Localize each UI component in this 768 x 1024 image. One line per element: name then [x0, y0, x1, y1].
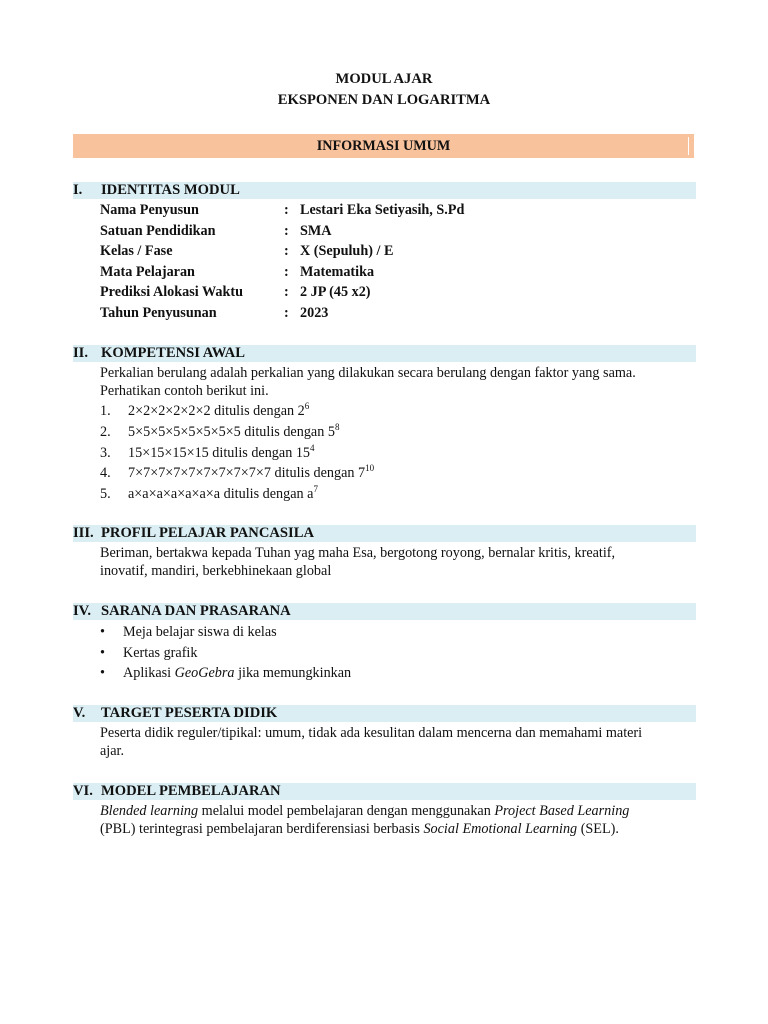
section-title: PROFIL PELAJAR PANCASILA [101, 525, 314, 541]
row-value: 2023 [300, 305, 329, 321]
exponent: 10 [365, 463, 375, 473]
section-number: I. [73, 182, 83, 198]
section-sarana-header [73, 603, 696, 620]
row-label: Nama Penyusun [100, 202, 199, 218]
info-umum-banner: INFORMASI UMUM [73, 134, 694, 158]
target-paragraph: Peserta didik reguler/tipikal: umum, tidak ada kesulitan dalam mencerna dan memahami materi ajar. [100, 725, 643, 759]
bullet: • [100, 624, 105, 640]
section-model-header [73, 783, 696, 800]
exponent: 7 [313, 484, 318, 494]
exponent: 8 [334, 422, 340, 432]
bullet: • [100, 645, 105, 661]
row-value: Matematika [300, 264, 375, 280]
row-value: 2 JP (45 x2) [300, 284, 371, 300]
row-label: Tahun Penyusunan [100, 305, 217, 321]
row-label: Prediksi Alokasi Waktu [100, 284, 243, 300]
section-kompetensi-header [73, 345, 696, 362]
profil-paragraph: Beriman, bertakwa kepada Tuhan yag maha Esa, bergotong royong, bernalar kritis, kreatif, inovatif, mandiri, berkebhinekaan global [100, 545, 616, 579]
section-target-header [73, 705, 696, 722]
section-title: KOMPETENSI AWAL [101, 345, 245, 361]
section-number: V. [73, 705, 86, 721]
row-label: Satuan Pendidikan [100, 223, 216, 239]
section-profil-header [73, 525, 696, 542]
row-value: X (Sepuluh) / E [300, 243, 394, 259]
section-number: IV. [73, 603, 91, 619]
row-label: Kelas / Fase [100, 243, 173, 259]
section-number: II. [73, 345, 89, 361]
kompetensi-paragraph: Perkalian berulang adalah perkalian yang dilakukan secara berulang dengan faktor yang sama. Perhatikan contoh berikut ini. [100, 365, 636, 399]
model-paragraph: Blended learning melalui model pembelajaran dengan menggunakan Project Based Learning (PBL) terintegrasi pembelajaran berdiferensiasi berbasis Social Emotional Learning (SEL). [100, 803, 630, 837]
document-page: MODUL AJAR EKSPONEN DAN LOGARITMA INFORMASI UMUM I. IDENTITAS MODUL Nama Penyusun : Lestari Eka Setiyasih, S.Pd Satuan Pendidikan : SMA Kelas / Fase : X (Sepuluh) / E Mata Pelajaran : Matematika Prediksi Alokasi Waktu : 2 JP (45 x2) Tahun Penyusunan : 2023 II. KOMPETENSI AWAL Perkalian berulang adalah perkalian yang dilakukan secara berulang dengan faktor yang sama. Perhatikan contoh berikut ini. 1. 2×2×2×2×2×2 ditulis dengan $2^6$ 2. 5×5×5×5×5×5×5×5 ditulis dengan $5^8$ 3. 15×15×15×15 ditulis dengan $15^4$ 4. 7×7×7×7×7×7×7×7×7×7 ditulis dengan $7^{10}$ 5. a×a×a×a×a×a×a ditulis dengan $a^7$ III. PROFIL PELAJAR PANCASILA Beriman, bertakwa kepada Tuhan yag maha Esa, bergotong royong, bernalar kritis, kreatif, inovatif, mandiri, berkebhinekaan global IV. SARANA DAN PRASARANA • Meja belajar siswa di kelas • Kertas grafik • Aplikasi GeoGebra jika memungkinkan V. TARGET PESERTA DIDIK Peserta didik reguler/tipikal: umum, tidak ada kesulitan dalam mencerna dan memahami materi ajar. VI. MODEL PEMBELAJARAN Blended learning melalui model pembelajaran dengan menggunakan Project Based Learning (PBL) terintegrasi pembelajaran berdiferensiasi berbasis Social Emotional Learning (SEL). [0, 0, 768, 1024]
row-value: Lestari Eka Setiyasih, S.Pd [300, 202, 465, 218]
section-number: III. [73, 525, 94, 541]
section-identitas-header [73, 182, 696, 199]
bullet: • [100, 665, 105, 681]
section-title: SARANA DAN PRASARANA [101, 603, 291, 619]
section-number: VI. [73, 783, 93, 799]
section-title: MODEL PEMBELAJARAN [101, 783, 281, 799]
row-label: Mata Pelajaran [100, 264, 195, 280]
section-title: TARGET PESERTA DIDIK [101, 705, 278, 721]
section-title: IDENTITAS MODUL [101, 182, 240, 198]
doc-title: MODUL AJAR [335, 71, 433, 87]
row-value: SMA [300, 223, 332, 239]
exponent: 4 [310, 443, 315, 453]
doc-subtitle: EKSPONEN DAN LOGARITMA [277, 92, 491, 108]
exponent: 6 [304, 401, 310, 411]
